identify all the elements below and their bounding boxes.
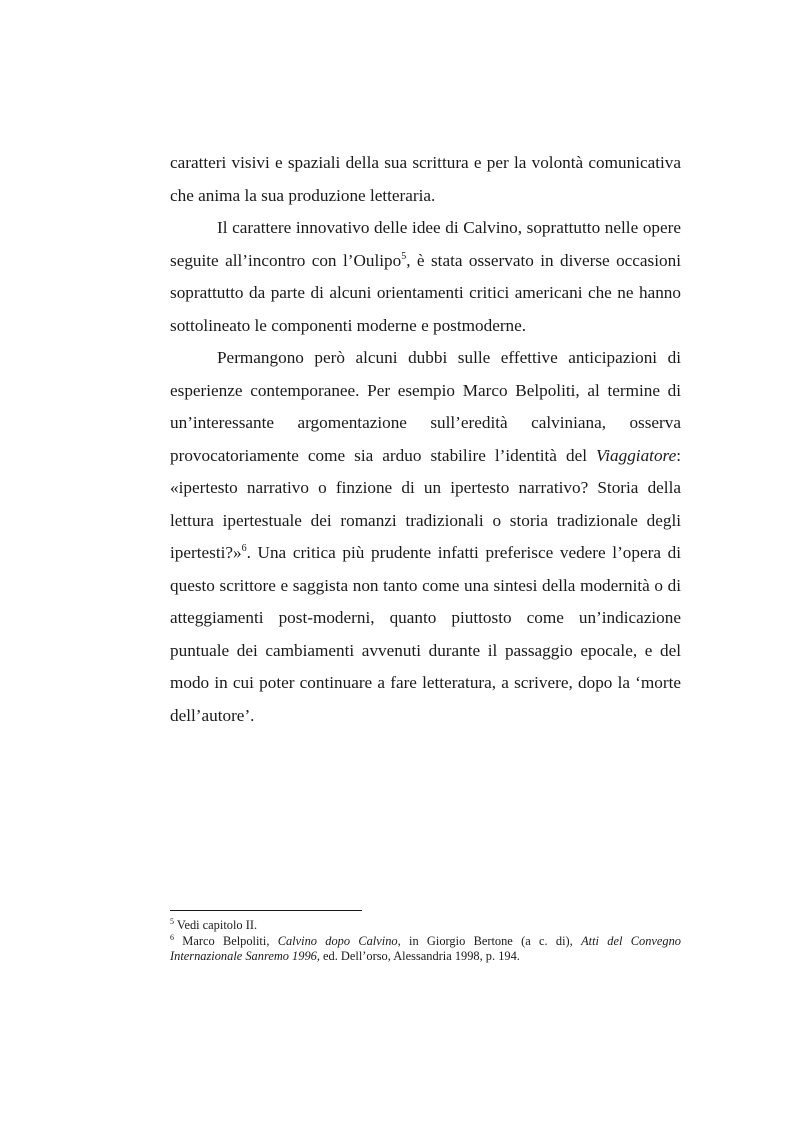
text-run: Il carattere innovativo delle idee di Calvino, soprattutto nelle opere seguite all’incontro con l’Oulipo [170,218,681,270]
footnote [170,934,681,965]
text-run: caratteri visivi e spaziali della sua scrittura e per la volontà comunicativa che anima la sua produzione letteraria. [170,153,681,205]
text-run: Marco Belpoliti, [174,933,278,948]
italic-text: Atti del Convegno Internazionale Sanremo 1996 [170,933,681,964]
text-run: , in Giorgio Bertone (a c. di), [397,933,582,948]
text-run: , è stata osservato in diverse occasioni soprattutto da parte di alcuni orientamenti critici americani che ne hanno sottolineato le componenti moderne e postmoderne. [170,250,681,335]
italic-text: Calvino dopo Calvino [277,933,398,948]
text-run: Vedi capitolo II. [174,918,258,932]
text-run: : «ipertesto narrativo o finzione di un ipertesto narrativo? Storia della lettura ipertestuale dei romanzi tradizionali o storia tradizionale degli ipertesti?» [170,445,681,562]
text-run: . Una critica più prudente infatti preferisce vedere l’opera di questo scrittore e saggista non tanto come una sintesi della modernità o di atteggiamenti post-moderni, quanto piuttosto come un’indicazione puntuale dei cambiamenti avvenuti durante il passaggio epocale, e del modo in cui poter continuare a fare letteratura, a scrivere, dopo la ‘morte dell’autore’. [170,543,681,725]
footnote-reference: 5 [401,250,407,262]
footnote-reference: 6 [241,543,247,554]
footnote-marker: 6 [170,932,174,942]
footnote-separator [170,910,362,911]
text-run: , ed. Dell’orso, Alessandria 1998, p. 194. [316,949,520,964]
paragraph [170,342,681,732]
footnotes-section [170,910,681,965]
paragraph [170,147,681,212]
footnote [170,918,681,934]
body-text [170,147,681,732]
footnote-marker: 5 [170,917,174,926]
italic-text: Viaggiatore [596,445,677,465]
paragraph [170,212,681,342]
text-run: Permangono però alcuni dubbi sulle effettive anticipazioni di esperienze contemporanee. Per esempio Marco Belpoliti, al termine di un’interessante argomentazione sull’eredità calviniana, osserva provocatoriamente come sia arduo stabilire l’identità del [170,348,681,465]
